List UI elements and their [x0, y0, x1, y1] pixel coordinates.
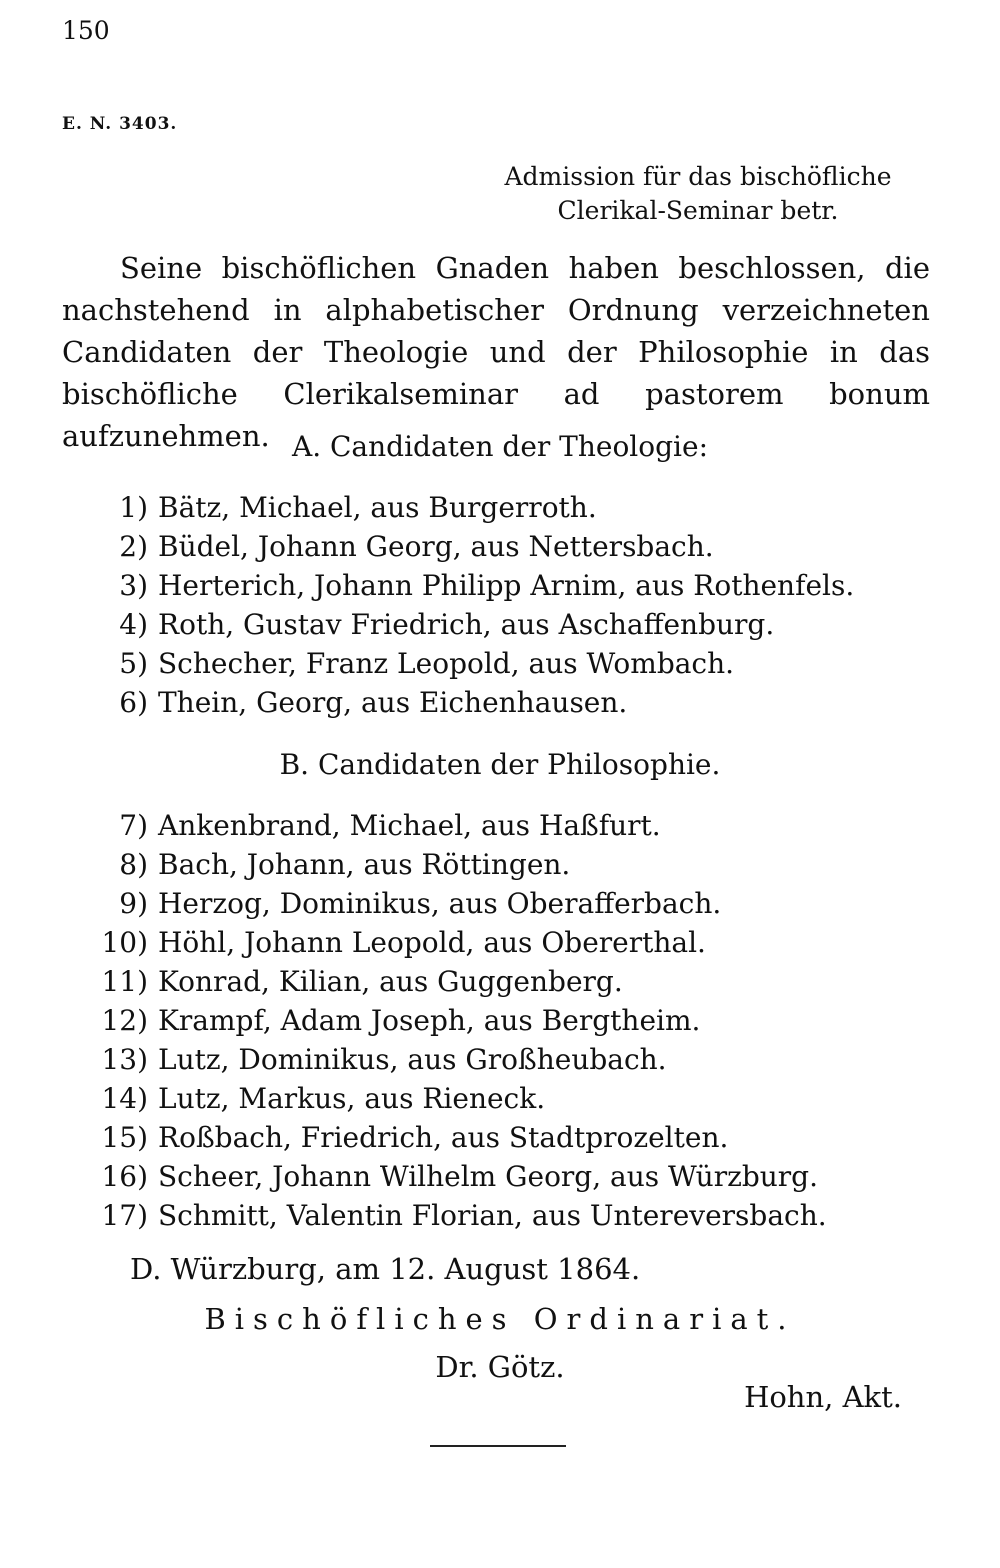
- item-number: 11): [101, 965, 148, 998]
- item-text: Büdel, Johann Georg, aus Nettersbach.: [158, 530, 714, 563]
- item-text: Höhl, Johann Leopold, aus Obererthal.: [158, 926, 706, 959]
- item-number: 15): [101, 1121, 148, 1154]
- item-number: 2): [119, 530, 148, 563]
- item-text: Ankenbrand, Michael, aus Haßfurt.: [158, 809, 661, 842]
- item-number: 17): [101, 1199, 148, 1232]
- list-item: [90, 806, 827, 845]
- item-text: Roth, Gustav Friedrich, aus Aschaffenburg.: [158, 608, 775, 641]
- list-item: [90, 1196, 827, 1235]
- list-item: [90, 527, 854, 566]
- item-text: Schecher, Franz Leopold, aus Wombach.: [158, 647, 735, 680]
- list-item: [90, 683, 854, 722]
- clerk-name: Hohn, Akt.: [744, 1380, 902, 1414]
- section-a-heading: A. Candidaten der Theologie:: [291, 430, 709, 463]
- list-item: [90, 488, 854, 527]
- list-item: [90, 566, 854, 605]
- item-number: 10): [101, 926, 148, 959]
- item-number: 5): [119, 647, 148, 680]
- item-number: 6): [119, 686, 148, 719]
- item-text: Lutz, Dominikus, aus Großheubach.: [158, 1043, 667, 1076]
- item-text: Schmitt, Valentin Florian, aus Untereversbach.: [158, 1199, 827, 1232]
- subject-line: Admission für das bischöfliche Clerikal-Seminar betr.: [504, 162, 892, 225]
- list-item: [90, 1001, 827, 1040]
- item-text: Krampf, Adam Joseph, aus Bergtheim.: [158, 1004, 701, 1037]
- body-paragraph: Seine bischöflichen Gnaden haben beschlossen, die nachstehend in alphabetischer Ordnung verzeichneten Candidaten der Theologie und der Philosophie in das bischöfliche Clerikalseminar ad pastorem bonum aufzunehmen.: [62, 251, 930, 453]
- item-text: Herterich, Johann Philipp Arnim, aus Rothenfels.: [158, 569, 855, 602]
- signer-name: Dr. Götz.: [435, 1350, 565, 1384]
- list-item: [90, 605, 854, 644]
- reference-number: E. N. 3403.: [62, 114, 178, 134]
- section-b-list: [90, 806, 827, 1235]
- item-text: Bach, Johann, aus Röttingen.: [158, 848, 571, 881]
- page-number: 150: [62, 16, 110, 45]
- list-item: [90, 1040, 827, 1079]
- item-text: Konrad, Kilian, aus Guggenberg.: [158, 965, 623, 998]
- item-number: 16): [101, 1160, 148, 1193]
- list-item: [90, 1157, 827, 1196]
- item-text: Herzog, Dominikus, aus Oberafferbach.: [158, 887, 722, 920]
- item-text: Thein, Georg, aus Eichenhausen.: [158, 686, 628, 719]
- item-number: 12): [101, 1004, 148, 1037]
- list-item: [90, 1079, 827, 1118]
- item-text: Scheer, Johann Wilhelm Georg, aus Würzburg.: [158, 1160, 819, 1193]
- issuing-office: Bischöfliches Ordinariat.: [204, 1302, 796, 1336]
- list-item: [90, 1118, 827, 1157]
- item-number: 4): [119, 608, 148, 641]
- item-number: 13): [101, 1043, 148, 1076]
- list-item: [90, 923, 827, 962]
- item-number: 9): [119, 887, 148, 920]
- list-item: [90, 845, 827, 884]
- date-line: D. Würzburg, am 12. August 1864.: [130, 1252, 641, 1286]
- list-item: [90, 962, 827, 1001]
- item-text: Lutz, Markus, aus Rieneck.: [158, 1082, 546, 1115]
- section-a-list: [90, 488, 854, 722]
- item-number: 7): [119, 809, 148, 842]
- list-item: [90, 884, 827, 923]
- item-text: Bätz, Michael, aus Burgerroth.: [158, 491, 597, 524]
- item-number: 8): [119, 848, 148, 881]
- item-number: 3): [119, 569, 148, 602]
- item-number: 14): [101, 1082, 148, 1115]
- list-item: [90, 644, 854, 683]
- closing-rule: [430, 1445, 566, 1447]
- section-b-heading: B. Candidaten der Philosophie.: [279, 748, 721, 781]
- item-text: Roßbach, Friedrich, aus Stadtprozelten.: [158, 1121, 729, 1154]
- item-number: 1): [119, 491, 148, 524]
